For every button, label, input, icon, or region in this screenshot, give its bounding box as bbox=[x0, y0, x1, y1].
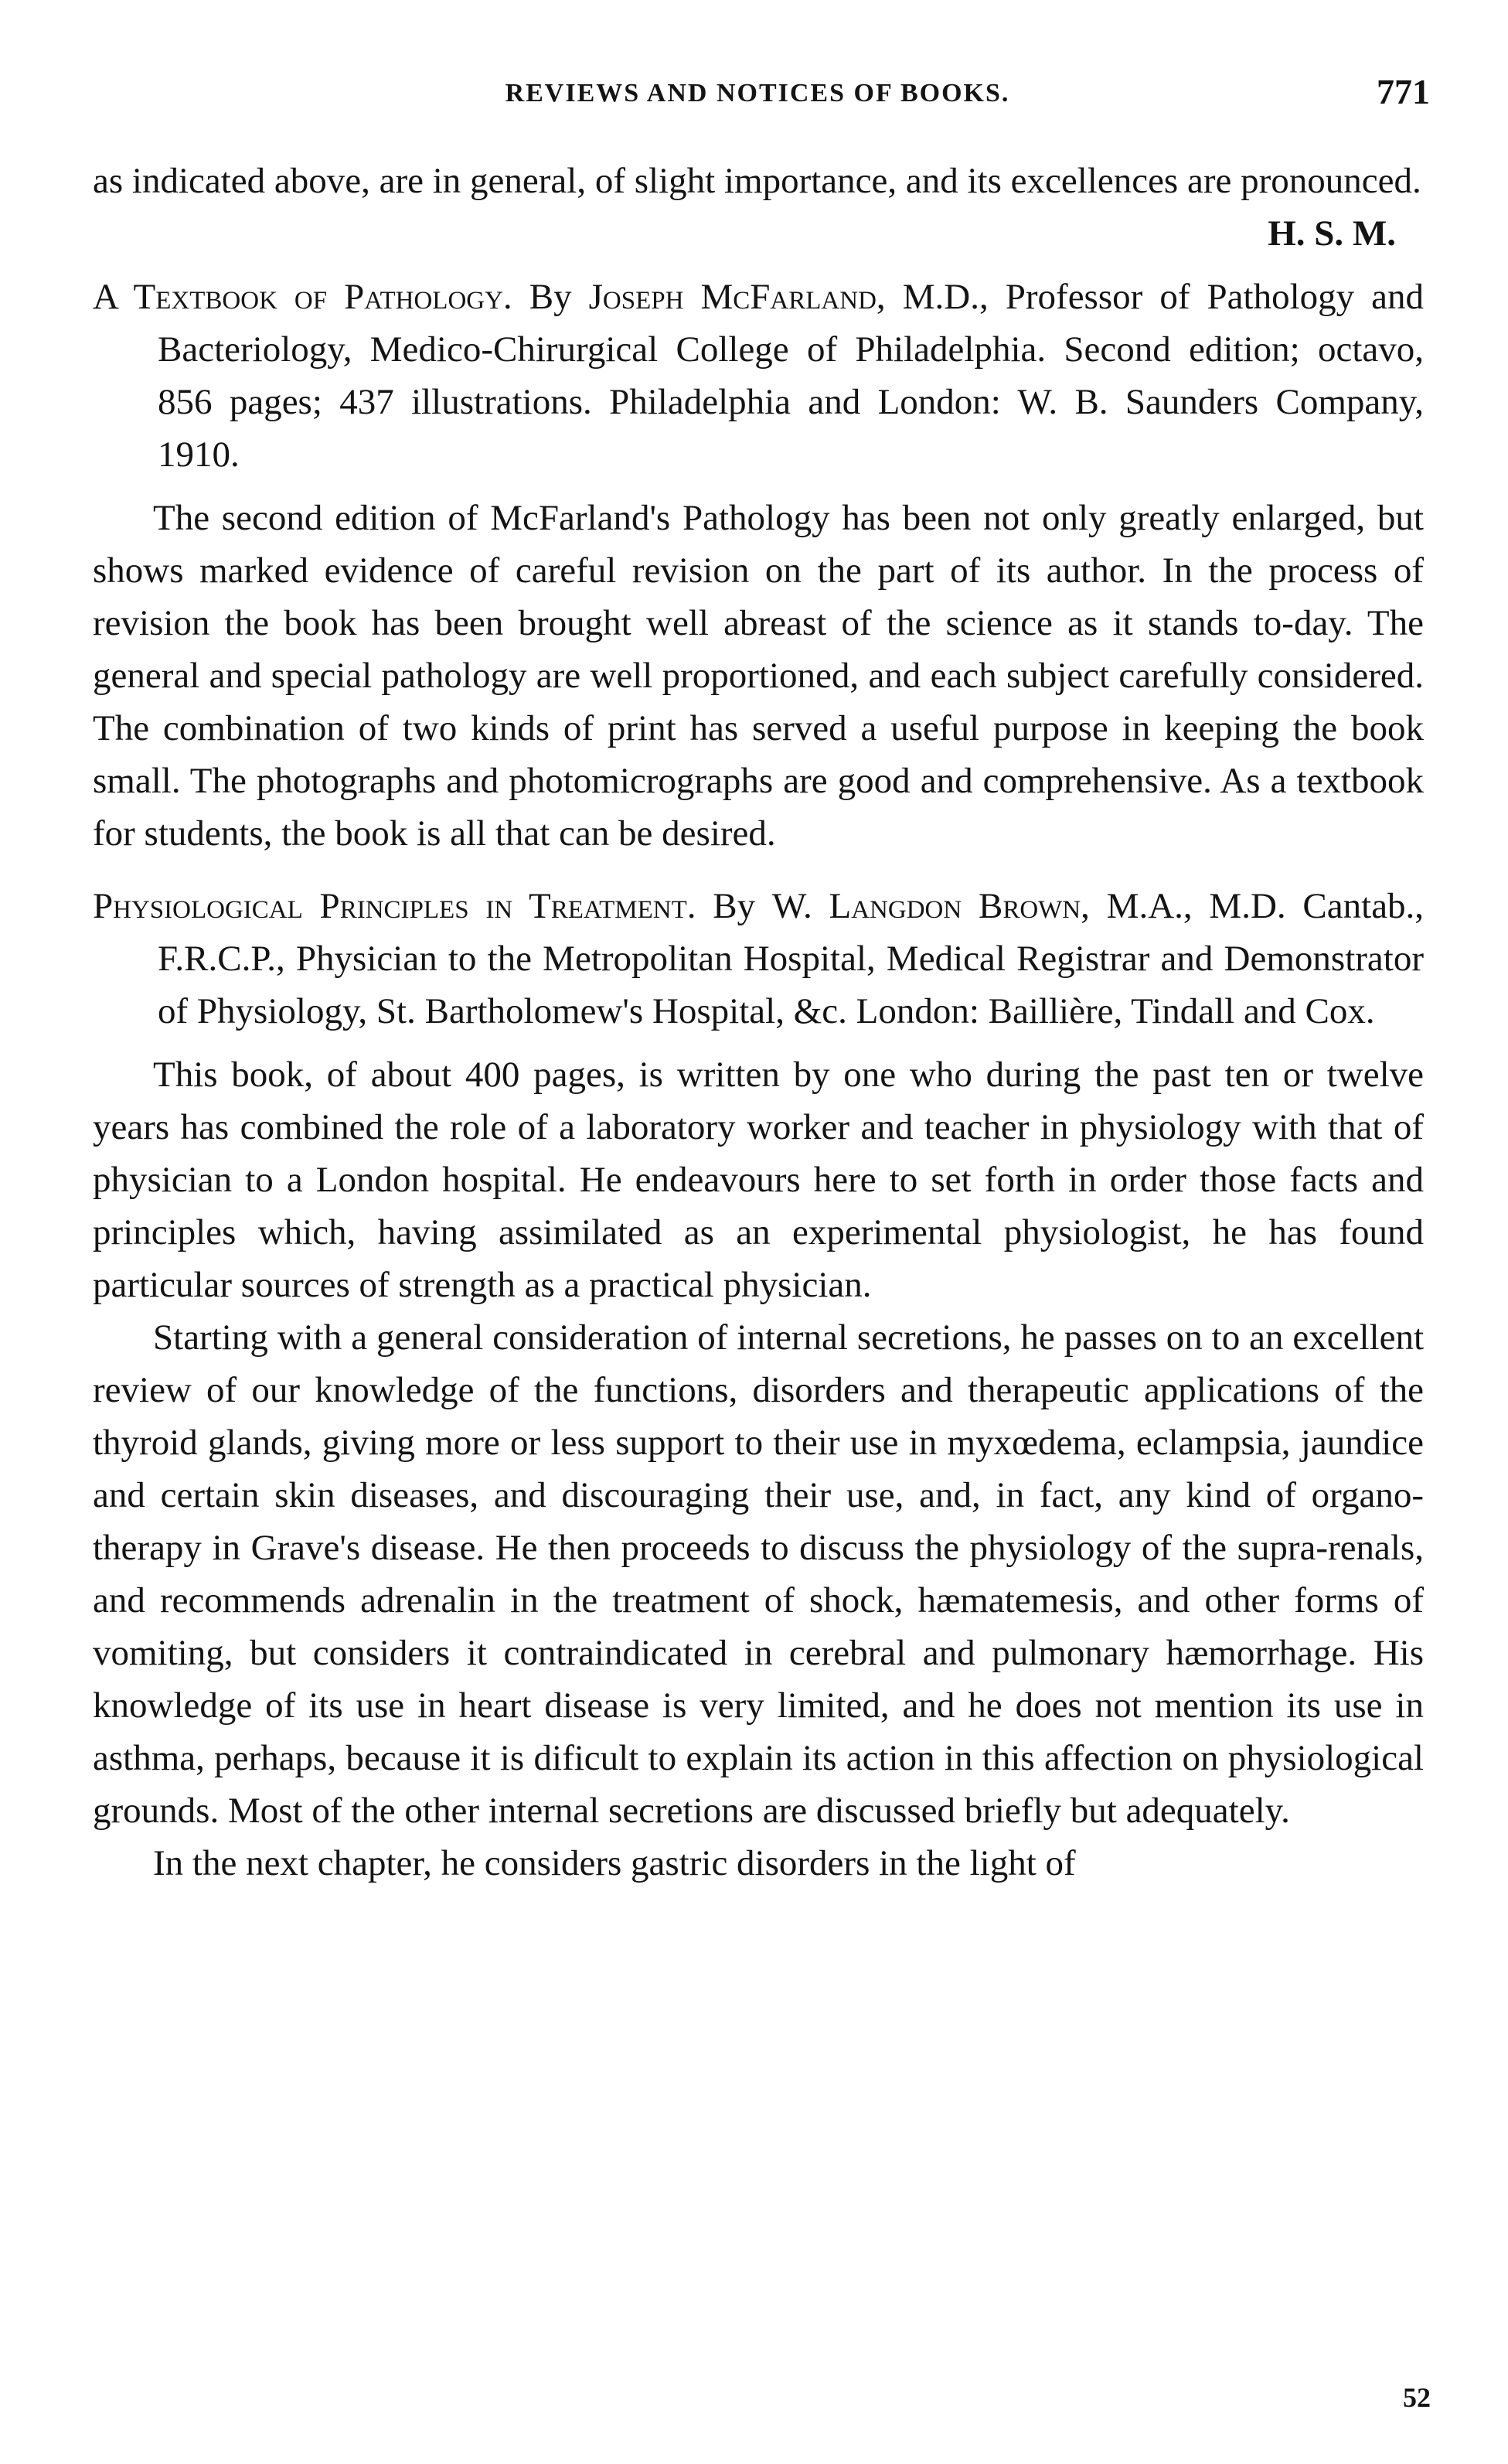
by-label: By bbox=[713, 886, 756, 926]
review-paragraph: In the next chapter, he considers gastric disorders in the light of bbox=[153, 1843, 1076, 1883]
book-title: A Textbook of Pathology. bbox=[93, 277, 512, 317]
book-title: Physiological Principles in Treatment. bbox=[93, 886, 696, 926]
book-author: Joseph McFarland, M.D., bbox=[588, 277, 989, 317]
review-paragraph: The second edition of McFarland's Pathology has been not only greatly enlarged, but shows marked evidence of careful revision on the part of its author. In the process of revision the book has been brought well abreast of the science as it stands to-day. The general and special pathology are well proportioned, and each subject carefully considered. The combination of two kinds of print has served a useful purpose in keeping the book small. The photographs and photomicrographs are good and comprehensive. As a textbook for students, the book is all that can be desired. bbox=[93, 498, 1424, 854]
book-author: W. Langdon Brown, bbox=[771, 886, 1090, 926]
page-number: 771 bbox=[1377, 72, 1430, 111]
review-paragraph: This book, of about 400 pages, is written by one who during the past ten or twelve years has combined the role of a laboratory worker and teacher in physiology with that of physician to a London hospital. He endeavours here to set forth in order those facts and principles which, having assimilated as an experimental physiologist, he has found particular sources of strength as a practical physician. bbox=[93, 1055, 1424, 1305]
printer-signature-mark: 52 bbox=[1403, 2382, 1431, 2413]
running-title: REVIEWS AND NOTICES OF BOOKS. bbox=[505, 79, 1010, 107]
book-entry-physiology bbox=[93, 880, 1424, 1038]
review-paragraph: Starting with a general consideration of internal secretions, he passes on to an excellent review of our knowledge of the functions, disorders and therapeutic applications of the thyroid glands, giving more or less support to their use in myxœdema, eclampsia, jaundice and certain skin diseases, and discouraging their use, and, in fact, any kind of organo-therapy in Grave's disease. He then proceeds to discuss the physiology of the supra-renals, and recommends adrenalin in the treatment of shock, hæmatemesis, and other forms of vomiting, but considers it contraindicated in cerebral and pulmonary hæmorrhage. His knowledge of its use in heart disease is very limited, and he does not mention its use in asthma, perhaps, because it is dificult to explain its action in this affection on physiological grounds. Most of the other internal secretions are discussed briefly but adequately. bbox=[93, 1317, 1424, 1831]
book-entry-pathology bbox=[93, 271, 1424, 481]
continuation-paragraph: as indicated above, are in general, of slight importance, and its excellences are pronounced. bbox=[93, 161, 1421, 201]
book-details: Professor of Pathology and Bacteriology, Medico-Chirurgical College of Philadelphia. Second edition; octavo, 856 pages; 437 illustrations. Philadelphia and London: W. B. Saunders Company, 1910. bbox=[158, 277, 1425, 475]
by-label: By bbox=[529, 277, 572, 317]
review-signature: H. S. M. bbox=[1268, 213, 1396, 254]
running-head bbox=[85, 71, 1430, 125]
book-details: M.A., M.D. Cantab., F.R.C.P., Physician to the Metropolitan Hospital, Medical Registrar and Demonstrator of Physiology, St. Bartholomew's Hospital, &c. London: Baillière, Tindall and Cox. bbox=[158, 886, 1425, 1031]
body-text bbox=[93, 155, 1424, 1890]
